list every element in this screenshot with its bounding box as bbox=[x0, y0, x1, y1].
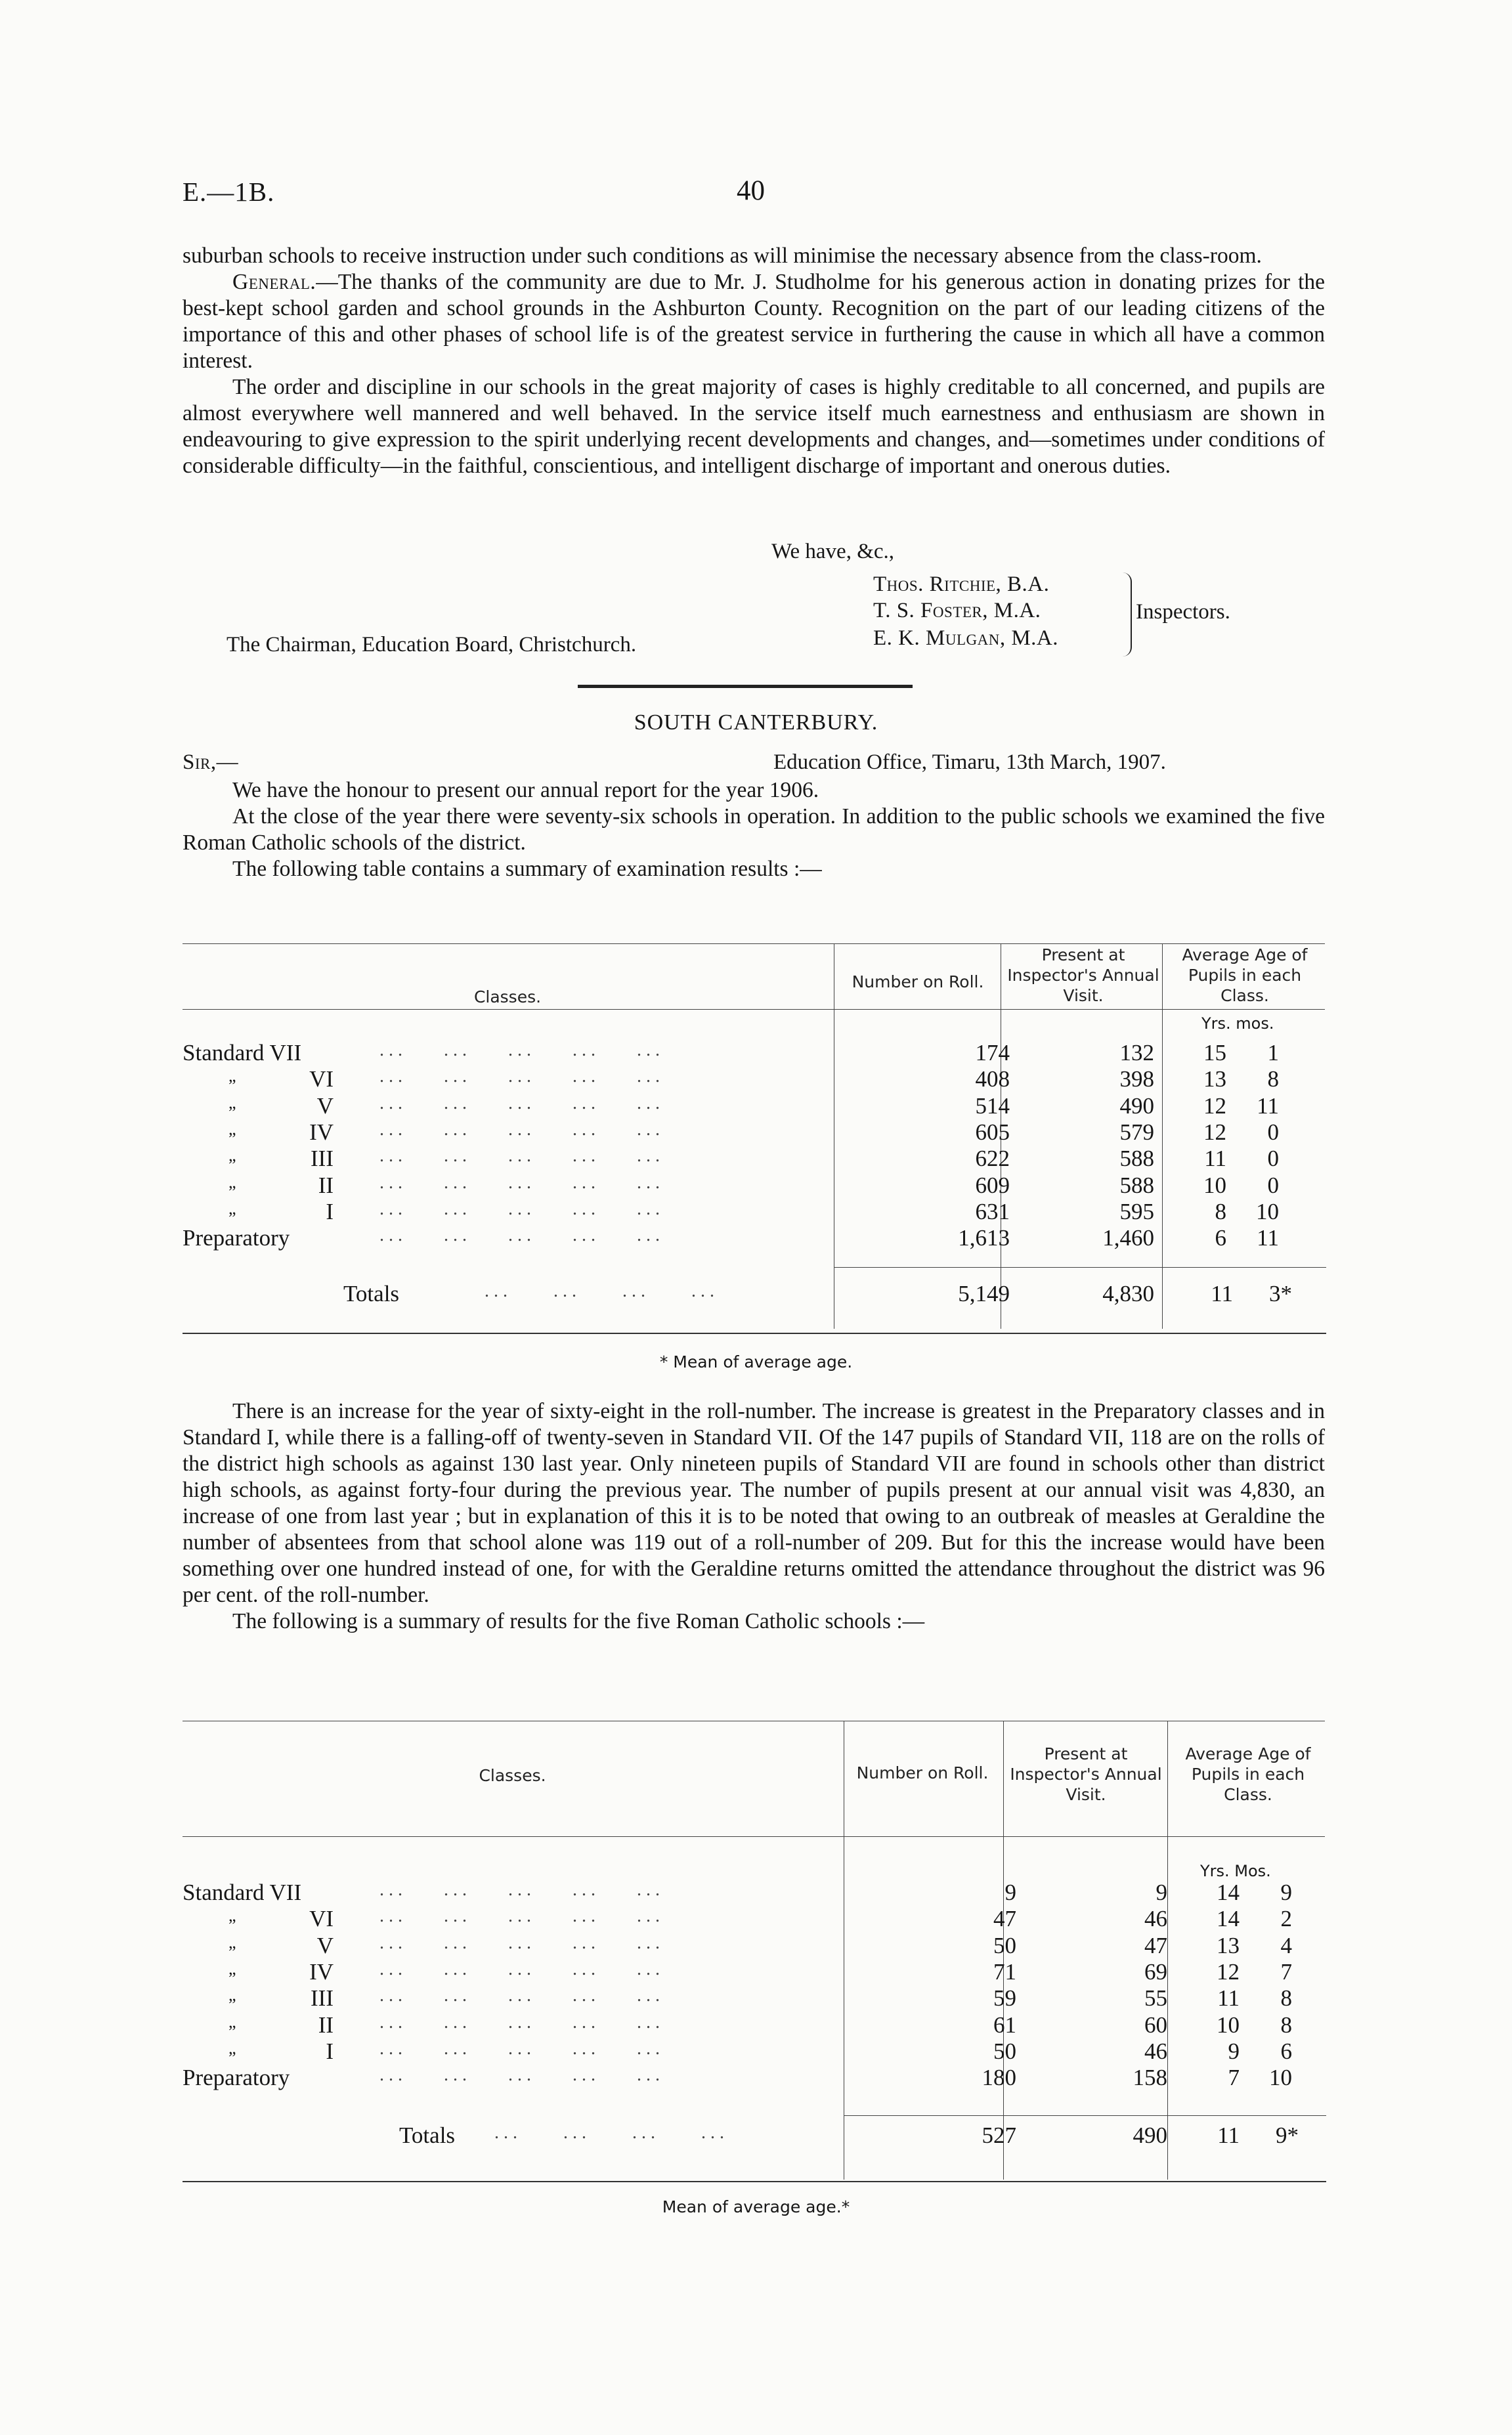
table-2-header-roll-text: Number on Roll. bbox=[856, 1763, 989, 1782]
ditto-mark: „ bbox=[228, 1985, 236, 2005]
row-roll: 1,613 bbox=[958, 1225, 1010, 1251]
row-roll: 631 bbox=[975, 1198, 1010, 1224]
row-leader-dots: . . . . . . . . . . . . . . . bbox=[379, 1225, 660, 1246]
row-age-months: 8 bbox=[1280, 2012, 1292, 2038]
table-2-footnote: Mean of average age.* bbox=[662, 2197, 850, 2216]
signatory-2: T. S. Foster, M.A. bbox=[873, 599, 1041, 622]
row-age-years: 7 bbox=[1228, 2065, 1240, 2091]
section-paragraph-1: We have the honour to present our annual report for the year 1906. bbox=[232, 778, 819, 802]
table-1-bottom-rule bbox=[183, 1333, 1326, 1334]
row-roll: 622 bbox=[975, 1146, 1010, 1172]
section-paragraph-3: The following table contains a summary of examination results :— bbox=[232, 857, 822, 881]
ditto-mark: „ bbox=[228, 1092, 236, 1112]
row-present: 47 bbox=[1144, 1932, 1167, 1958]
row-roll: 514 bbox=[975, 1092, 1010, 1119]
row-leader-dots: . . . . . . . . . . . . . . . bbox=[379, 1172, 660, 1193]
row-leader-dots: . . . . . . . . . . . . . . . bbox=[379, 1066, 660, 1087]
section-paragraph-2: At the close of the year there were seventy-six schools in operation. In addition to the public schools we examined the five Roman Catholic schools of the district. bbox=[183, 804, 1325, 855]
row-present: 55 bbox=[1144, 1985, 1167, 2012]
row-present: 46 bbox=[1144, 2038, 1167, 2064]
row-age-months: 0 bbox=[1267, 1172, 1279, 1198]
row-label: II bbox=[318, 1172, 334, 1198]
row-label: Standard VII bbox=[183, 1040, 302, 1066]
row-roll: 59 bbox=[993, 1985, 1016, 2012]
general-text: —The thanks of the community are due to Mr. J. Studholme for his generous action in donating prizes for the best-kept school garden and school grounds in the Ashburton County. Recognition on the part of our leading citizens of the importance of this and other phases of school life is of the greatest service in furthering the cause in which all have a common interest. bbox=[183, 270, 1325, 373]
table-2-col-rule-3 bbox=[1167, 1721, 1168, 2180]
row-leader-dots: . . . . . . . . . . . . . . . bbox=[379, 1958, 660, 1979]
row-label: III bbox=[311, 1985, 334, 2012]
table-2-totals-roll: 527 bbox=[982, 2123, 1016, 2148]
row-age-years: 8 bbox=[1215, 1198, 1226, 1224]
row-present: 46 bbox=[1144, 1906, 1167, 1932]
table-1-totals-roll: 5,149 bbox=[958, 1281, 1010, 1306]
row-age-months: 6 bbox=[1280, 2038, 1292, 2064]
row-label: Preparatory bbox=[183, 2065, 290, 2091]
table-2-header-classes: Classes. bbox=[479, 1766, 546, 1785]
table-1-totals-label: Totals bbox=[343, 1281, 400, 1306]
row-label: VI bbox=[309, 1906, 334, 1932]
table-1-header-age-text: Average Age of Pupils in each Class. bbox=[1182, 945, 1308, 1005]
row-leader-dots: . . . . . . . . . . . . . . . bbox=[379, 2038, 660, 2059]
row-roll: 609 bbox=[975, 1172, 1010, 1198]
signatory-1: Thos. Ritchie, B.A. bbox=[873, 572, 1050, 596]
table-2-header-age-text: Average Age of Pupils in each Class. bbox=[1185, 1744, 1311, 1804]
row-leader-dots: . . . . . . . . . . . . . . . bbox=[379, 1119, 660, 1140]
row-label: VI bbox=[309, 1066, 334, 1092]
table-1-totals-dots: . . . . . . . . . . . . bbox=[485, 1281, 714, 1301]
row-age-months: 0 bbox=[1267, 1146, 1279, 1172]
we-have: We have, &c., bbox=[771, 540, 895, 563]
row-label: V bbox=[316, 1092, 334, 1119]
ditto-mark: „ bbox=[228, 1958, 236, 1978]
intro-text bbox=[183, 243, 1325, 479]
row-label: I bbox=[326, 2038, 334, 2064]
row-label: Standard VII bbox=[183, 1880, 302, 1905]
row-roll: 61 bbox=[993, 2012, 1016, 2038]
row-age-months: 11 bbox=[1257, 1092, 1279, 1119]
table-2-totals-label: Totals bbox=[399, 2123, 456, 2148]
row-leader-dots: . . . . . . . . . . . . . . . bbox=[379, 1198, 660, 1219]
row-roll: 9 bbox=[1004, 1880, 1016, 1905]
ditto-mark: „ bbox=[228, 1172, 236, 1192]
row-roll: 50 bbox=[993, 2038, 1016, 2064]
row-age-years: 10 bbox=[1203, 1172, 1226, 1198]
row-age-months: 10 bbox=[1256, 1198, 1279, 1224]
table-1-header-present bbox=[1006, 922, 1161, 1027]
row-age-years: 11 bbox=[1204, 1146, 1226, 1172]
general-heading: General. bbox=[232, 270, 316, 294]
ditto-mark: „ bbox=[228, 1198, 236, 1218]
row-age-years: 13 bbox=[1203, 1066, 1226, 1092]
row-present: 579 bbox=[1119, 1119, 1154, 1145]
section-divider bbox=[578, 685, 913, 688]
ditto-mark: „ bbox=[228, 1906, 236, 1926]
ditto-mark: „ bbox=[228, 1066, 236, 1086]
inspectors-role: Inspectors. bbox=[1136, 600, 1230, 624]
row-roll: 50 bbox=[993, 1932, 1016, 1958]
row-age-months: 2 bbox=[1280, 1906, 1292, 1932]
table-2-totals-mos: 9* bbox=[1276, 2123, 1299, 2148]
row-age-months: 1 bbox=[1267, 1040, 1279, 1066]
row-age-months: 4 bbox=[1280, 1932, 1292, 1958]
row-age-years: 12 bbox=[1217, 1958, 1240, 1985]
row-present: 490 bbox=[1119, 1092, 1154, 1119]
row-age-years: 15 bbox=[1203, 1040, 1226, 1066]
table-1-totals-mos: 3* bbox=[1269, 1281, 1292, 1306]
signatory-brace bbox=[1121, 572, 1132, 657]
row-present: 69 bbox=[1144, 1958, 1167, 1985]
table-2-totals-dots: . . . . . . . . . . . . bbox=[494, 2123, 724, 2143]
row-leader-dots: . . . . . . . . . . . . . . . bbox=[379, 1906, 660, 1927]
row-age-months: 9 bbox=[1280, 1880, 1292, 1905]
row-age-months: 8 bbox=[1280, 1985, 1292, 2012]
table-1-col-rule-3 bbox=[1162, 943, 1163, 1329]
ditto-mark: „ bbox=[228, 2038, 236, 2058]
row-label: I bbox=[326, 1198, 334, 1224]
table-2-totals-rule bbox=[844, 2115, 1326, 2116]
table-1-header-age bbox=[1166, 922, 1324, 1027]
row-age-years: 12 bbox=[1203, 1119, 1226, 1145]
row-leader-dots: . . . . . . . . . . . . . . . bbox=[379, 1932, 660, 1953]
row-age-years: 12 bbox=[1203, 1092, 1226, 1119]
table-1-totals-rule bbox=[834, 1267, 1326, 1268]
row-age-years: 10 bbox=[1217, 2012, 1240, 2038]
table-1-header-present-text: Present at Inspector's Annual Visit. bbox=[1007, 945, 1159, 1005]
section-title: SOUTH CANTERBURY. bbox=[634, 710, 878, 735]
table-1-header-classes: Classes. bbox=[473, 987, 542, 1006]
row-label: III bbox=[311, 1146, 334, 1172]
row-present: 9 bbox=[1156, 1880, 1167, 1905]
ditto-mark: „ bbox=[228, 1119, 236, 1138]
salutation: Sir,— bbox=[183, 750, 239, 774]
table-1-header-roll bbox=[847, 932, 989, 1031]
row-leader-dots: . . . . . . . . . . . . . . . bbox=[379, 2065, 660, 2086]
table-2-bottom-rule bbox=[183, 2181, 1326, 2182]
row-present: 588 bbox=[1119, 1172, 1154, 1198]
row-leader-dots: . . . . . . . . . . . . . . . bbox=[379, 1092, 660, 1113]
ditto-mark: „ bbox=[228, 1932, 236, 1952]
row-roll: 605 bbox=[975, 1119, 1010, 1145]
row-present: 588 bbox=[1119, 1146, 1154, 1172]
row-age-years: 6 bbox=[1215, 1225, 1226, 1251]
addressee: The Chairman, Education Board, Christchurch. bbox=[227, 633, 637, 657]
row-age-months: 11 bbox=[1257, 1225, 1279, 1251]
table-1-totals-present: 4,830 bbox=[1102, 1281, 1154, 1306]
table-1-footnote: * Mean of average age. bbox=[659, 1352, 853, 1371]
row-age-years: 14 bbox=[1217, 1906, 1240, 1932]
row-label: II bbox=[318, 2012, 334, 2038]
table-2-totals-present: 490 bbox=[1133, 2123, 1167, 2148]
row-roll: 174 bbox=[975, 1040, 1010, 1066]
row-age-years: 14 bbox=[1217, 1880, 1240, 1905]
middle-text bbox=[183, 1398, 1325, 1635]
middle-paragraph-2: The following is a summary of results for the five Roman Catholic schools :— bbox=[232, 1609, 925, 1633]
table-1-header-roll-text: Number on Roll. bbox=[852, 972, 984, 991]
row-roll: 47 bbox=[993, 1906, 1016, 1932]
ditto-mark: „ bbox=[228, 1146, 236, 1165]
row-age-months: 8 bbox=[1267, 1066, 1279, 1092]
row-age-years: 9 bbox=[1228, 2038, 1240, 2064]
table-2-header-age bbox=[1171, 1721, 1325, 1826]
section-text bbox=[183, 777, 1325, 882]
table-1-header-rule bbox=[183, 1009, 1325, 1010]
row-label: Preparatory bbox=[183, 1225, 290, 1251]
table-2-totals-yrs: 11 bbox=[1217, 2123, 1240, 2148]
middle-paragraph-1: There is an increase for the year of sixty-eight in the roll-number. The increase is greatest in the Preparatory classes and in Standard I, while there is a falling-off of twenty-seven in Standard VII. Of the 147 pupils of Standard VII, 118 are on the rolls of the district high schools as against 130 last year. Only nineteen pupils of Standard VII are found in schools other than district high schools, as against forty-four during the previous year. The number of pupils present at our annual visit was 4,830, an increase of one from last year ; but in explanation of this it is to be noted that owing to an outbreak of measles at Geraldine the number of absentees from that school alone was 119 out of a roll-number of 209. But for this the increase would have been something over one hundred instead of one, for with the Geraldine returns omitted the attendance throughout the district was 96 per cent. of the roll-number. bbox=[183, 1399, 1325, 1607]
signatory-3: E. K. Mulgan, M.A. bbox=[873, 626, 1058, 650]
row-leader-dots: . . . . . . . . . . . . . . . bbox=[379, 2012, 660, 2033]
row-present: 1,460 bbox=[1102, 1225, 1154, 1251]
dateline: Education Office, Timaru, 13th March, 1907. bbox=[773, 750, 1166, 774]
row-roll: 408 bbox=[975, 1066, 1010, 1092]
page-number: 40 bbox=[737, 175, 765, 206]
row-present: 158 bbox=[1133, 2065, 1167, 2091]
row-present: 132 bbox=[1119, 1040, 1154, 1066]
row-age-years: 11 bbox=[1217, 1985, 1240, 2012]
row-age-months: 10 bbox=[1269, 2065, 1292, 2091]
table-2-header-present-text: Present at Inspector's Annual Visit. bbox=[1010, 1744, 1162, 1804]
intro-paragraph-1: suburban schools to receive instruction under such conditions as will minimise the necessary absence from the class-room. bbox=[183, 244, 1262, 268]
row-label: V bbox=[316, 1932, 334, 1958]
table-2-age-units: Yrs. Mos. bbox=[1200, 1862, 1271, 1880]
row-roll: 71 bbox=[993, 1958, 1016, 1985]
table-2-header-rule bbox=[183, 1836, 1325, 1837]
row-label: IV bbox=[309, 1958, 334, 1985]
table-2-header-roll bbox=[853, 1720, 991, 1825]
row-label: IV bbox=[309, 1119, 334, 1145]
row-age-years: 13 bbox=[1217, 1932, 1240, 1958]
document-code: E.—1B. bbox=[183, 177, 275, 207]
row-leader-dots: . . . . . . . . . . . . . . . bbox=[379, 1146, 660, 1167]
row-age-months: 7 bbox=[1280, 1958, 1292, 1985]
row-leader-dots: . . . . . . . . . . . . . . . bbox=[379, 1880, 660, 1900]
row-present: 60 bbox=[1144, 2012, 1167, 2038]
row-leader-dots: . . . . . . . . . . . . . . . bbox=[379, 1985, 660, 2006]
intro-paragraph-3: The order and discipline in our schools in the great majority of cases is highly creditable to all concerned, and pupils are almost everywhere well mannered and well behaved. In the service itself much earnestness and enthusiasm are shown in endeavouring to give expression to the spirit underlying recent developments and changes, and—sometimes under conditions of considerable difficulty—in the faithful, conscientious, and intelligent discharge of important and onerous duties. bbox=[183, 375, 1325, 478]
ditto-mark: „ bbox=[228, 2012, 236, 2031]
row-roll: 180 bbox=[982, 2065, 1016, 2091]
table-1-totals-yrs: 11 bbox=[1211, 1281, 1233, 1306]
row-age-months: 0 bbox=[1267, 1119, 1279, 1145]
row-present: 595 bbox=[1119, 1198, 1154, 1224]
row-leader-dots: . . . . . . . . . . . . . . . bbox=[379, 1040, 660, 1060]
table-2-header-present bbox=[1007, 1721, 1165, 1826]
table-1-age-units: Yrs. mos. bbox=[1201, 1014, 1274, 1033]
row-present: 398 bbox=[1119, 1066, 1154, 1092]
intro-paragraph-2 bbox=[183, 269, 1325, 374]
